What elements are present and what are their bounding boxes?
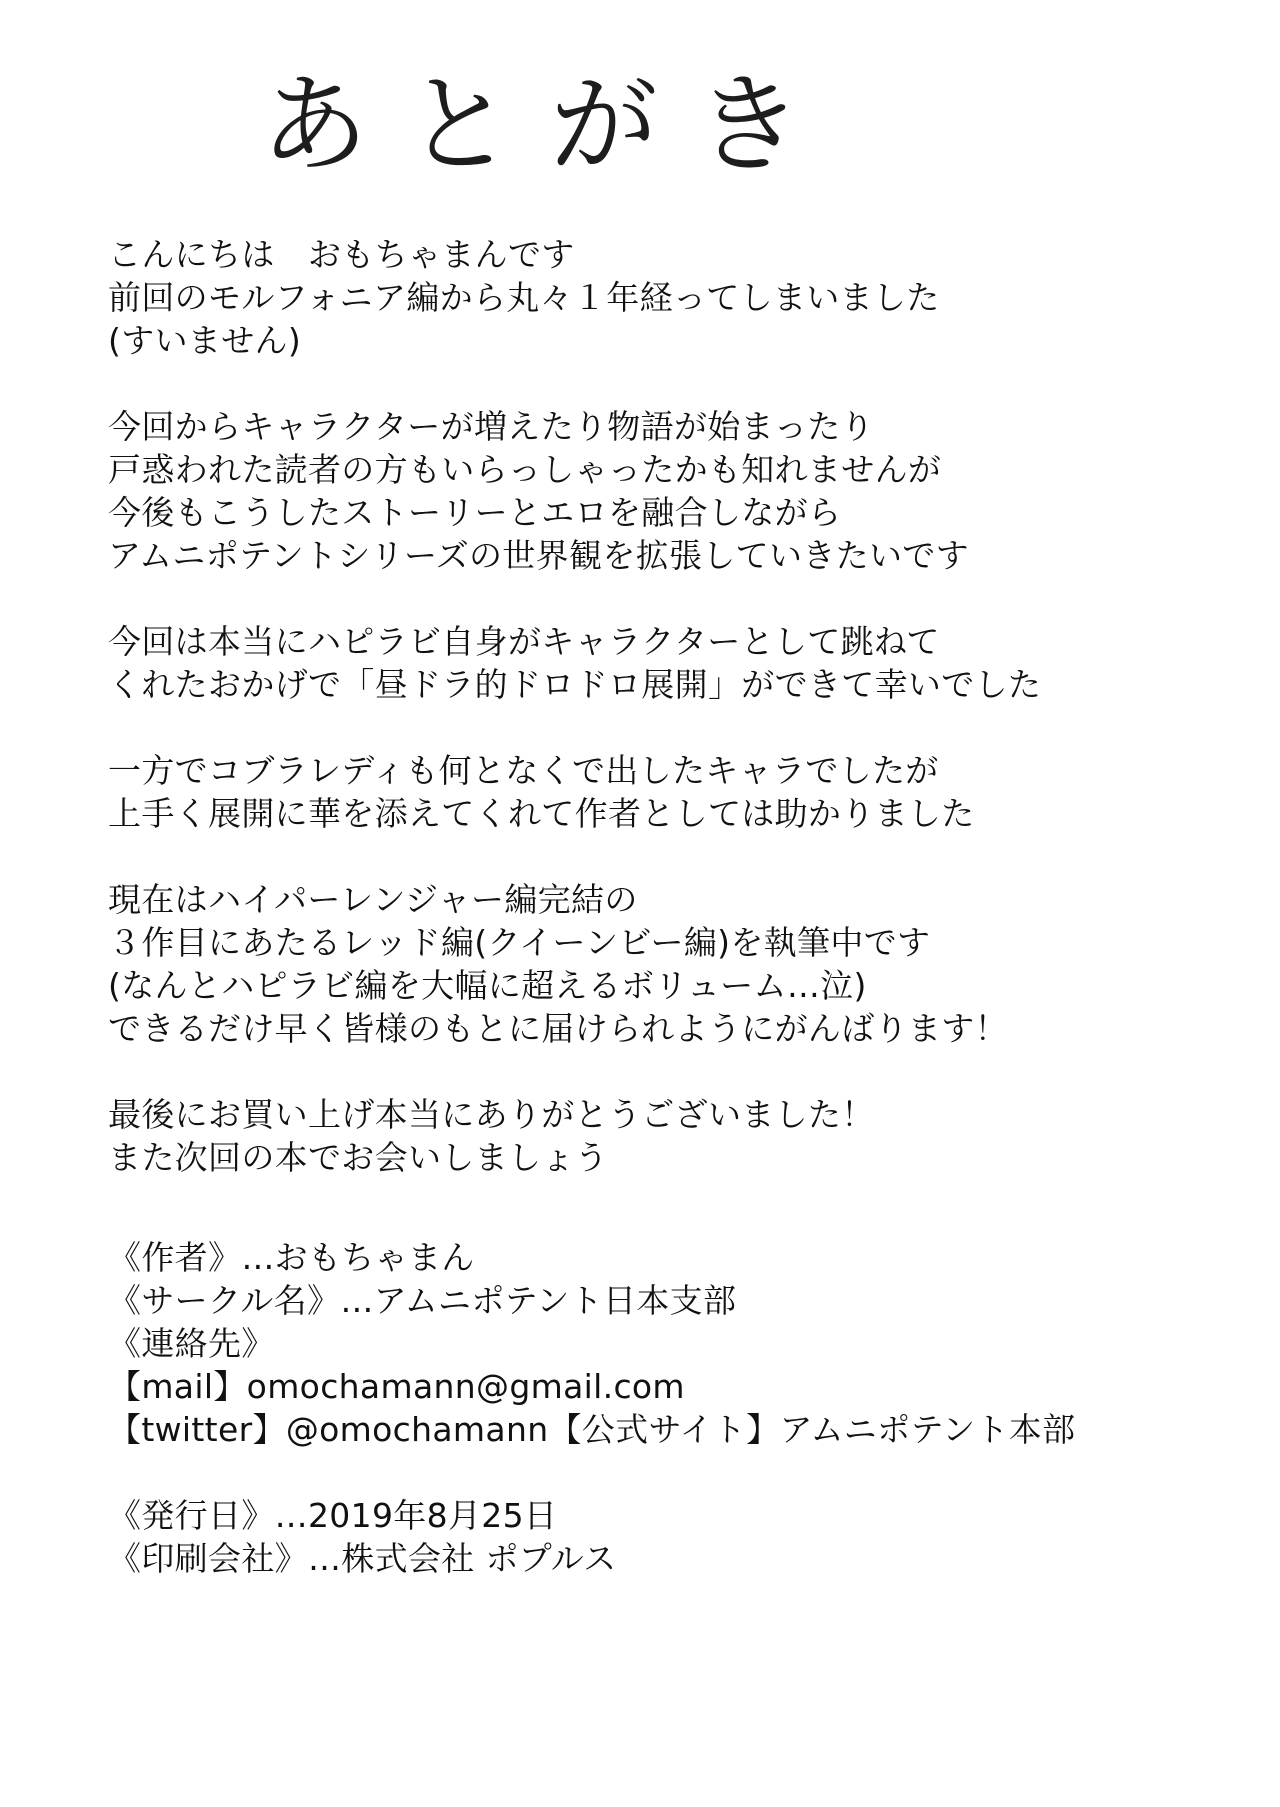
text-line: ３作目にあたるレッド編(クイーンビー編)を執筆中です	[108, 923, 931, 962]
text-line: 戸惑われた読者の方もいらっしゃったかも知れませんが	[108, 450, 942, 489]
text-line: 【mail】omochamann@gmail.com	[108, 1367, 685, 1406]
text-line: (なんとハピラビ編を大幅に超えるボリューム…泣)	[108, 966, 867, 1005]
paragraph-next-work	[108, 878, 1280, 1050]
paragraph-greeting	[108, 233, 1280, 362]
page-title: あとがき	[260, 63, 840, 188]
text-line: アムニポテントシリーズの世界観を拡張していきたいです	[108, 536, 969, 575]
paragraph-hapirabi-comment	[108, 620, 1280, 706]
paragraph-series-outlook	[108, 405, 1280, 577]
text-line: 今回からキャラクターが増えたり物語が始まったり	[108, 407, 874, 446]
text-line: 《発行日》…2019年8月25日	[108, 1496, 558, 1535]
text-line: できるだけ早く皆様のもとに届けられようにがんばります！	[108, 1009, 1008, 1048]
text-line: 【twitter】@omochamann【公式サイト】アムニポテント本部	[108, 1410, 1076, 1449]
text-line: 《サークル名》…アムニポテント日本支部	[108, 1281, 737, 1320]
text-line: 今回は本当にハピラビ自身がキャラクターとして跳ねて	[108, 622, 940, 661]
paragraph-credits	[108, 1236, 1280, 1451]
text-line: 前回のモルフォニア編から丸々１年経ってしまいました	[108, 278, 940, 317]
text-line: 《印刷会社》…株式会社 ポプルス	[108, 1539, 617, 1578]
text-line: 上手く展開に華を添えてくれて作者としては助かりました	[108, 794, 975, 833]
text-line: くれたおかげで「昼ドラ的ドロドロ展開」ができて幸いでした	[108, 665, 1042, 704]
text-line: 現在はハイパーレンジャー編完結の	[108, 880, 638, 919]
text-line: (すいません)	[108, 321, 302, 360]
text-line: こんにちは おもちゃまんです	[108, 235, 575, 274]
paragraph-thanks	[108, 1093, 1280, 1179]
text-line: また次回の本でお会いしましょう	[108, 1138, 608, 1177]
text-line: 《作者》…おもちゃまん	[108, 1238, 475, 1277]
paragraph-publication-info	[108, 1494, 1280, 1580]
text-line: 一方でコブラレディも何となくで出したキャラでしたが	[108, 751, 939, 790]
text-line: 今後もこうしたストーリーとエロを融合しながら	[108, 493, 842, 532]
paragraph-cobralady-comment	[108, 749, 1280, 835]
text-line: 最後にお買い上げ本当にありがとうございました！	[108, 1095, 875, 1134]
text-line: 《連絡先》	[108, 1324, 275, 1363]
afterword-body	[0, 193, 1280, 1580]
